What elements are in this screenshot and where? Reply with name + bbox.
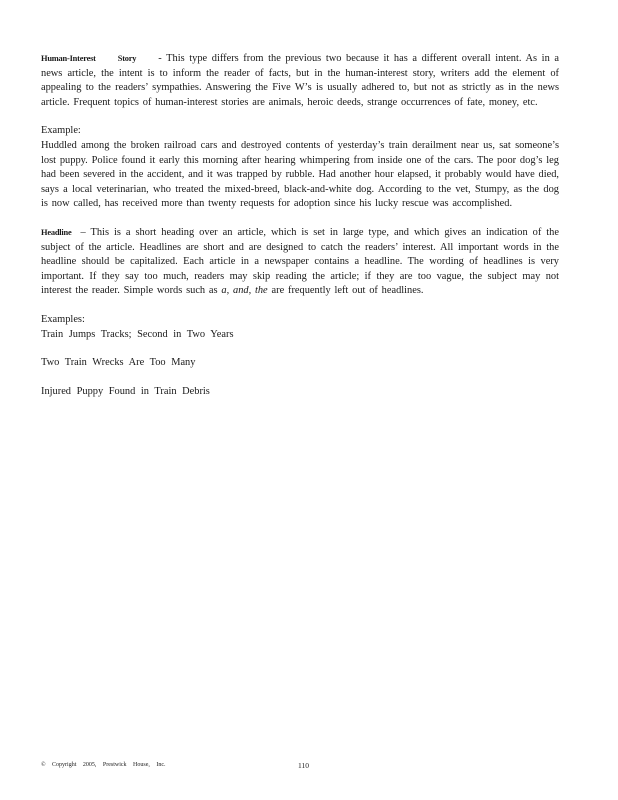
copyright-notice: © Copyright 2005, Prestwick House, Inc. <box>41 762 166 768</box>
example-label: Example: <box>41 125 81 137</box>
headline-body-b: are frequently left out of headlines. <box>271 285 424 297</box>
human-interest-paragraph <box>41 52 559 110</box>
human-interest-body: - This type differs from the previous two because it has a different overall intent. As in a news article, the intent is to inform the reader of facts, but in the human-interest story, writers add the element of appealing to the readers’ sympathies. Answering the Five W’s is usually adhered to, but not as strictly as in the news article. Frequent topics of human-interest stories are animals, heroic deeds, strange occurrences of fate, money, etc. <box>41 53 559 108</box>
examples-label: Examples: <box>41 313 85 325</box>
headline-paragraph <box>41 226 559 299</box>
headline-example-3: Injured Puppy Found in Train Debris <box>41 385 210 397</box>
headline-example-2: Two Train Wrecks Are Too Many <box>41 357 196 369</box>
headline-term: Headline <box>41 227 72 237</box>
page-content <box>41 52 559 399</box>
headline-italic-words: a, and, the <box>221 285 268 297</box>
page-number: 110 <box>298 761 309 770</box>
human-interest-term-story: Story <box>117 54 137 63</box>
headline-body-a: – This is a short heading over an article, which is set in large type, and which gives an indication of the subject of the article. Headlines are short and are designed to catch the readers’ interest. All important words in the headline should be capitalized. Each article in a newspaper contains a headline. The wording of headlines is very important. If they say too much, readers may skip reading the article; if they are too vague, the subject may not interest the reader. Simple words such as <box>41 226 559 297</box>
example-text: Huddled among the broken railroad cars and destroyed contents of yesterday’s train derailment near us, sat someone’s lost puppy. Police found it early this morning after hearing whimpering from inside one of the cars. The poor dog’s leg had been severed in the accident, and it was trapped by rubble. Had another hour elapsed, it probably would have died, says a local veterinarian, who treated the mixed-breed, black-and-white dog. According to the vet, Stumpy, as the dog is now called, has received more than twenty requests for adoption since his lucky rescue was accomplished. <box>41 139 559 210</box>
headline-example-1: Train Jumps Tracks; Second in Two Years <box>41 328 234 340</box>
human-interest-term: Human-Interest <box>41 54 96 63</box>
